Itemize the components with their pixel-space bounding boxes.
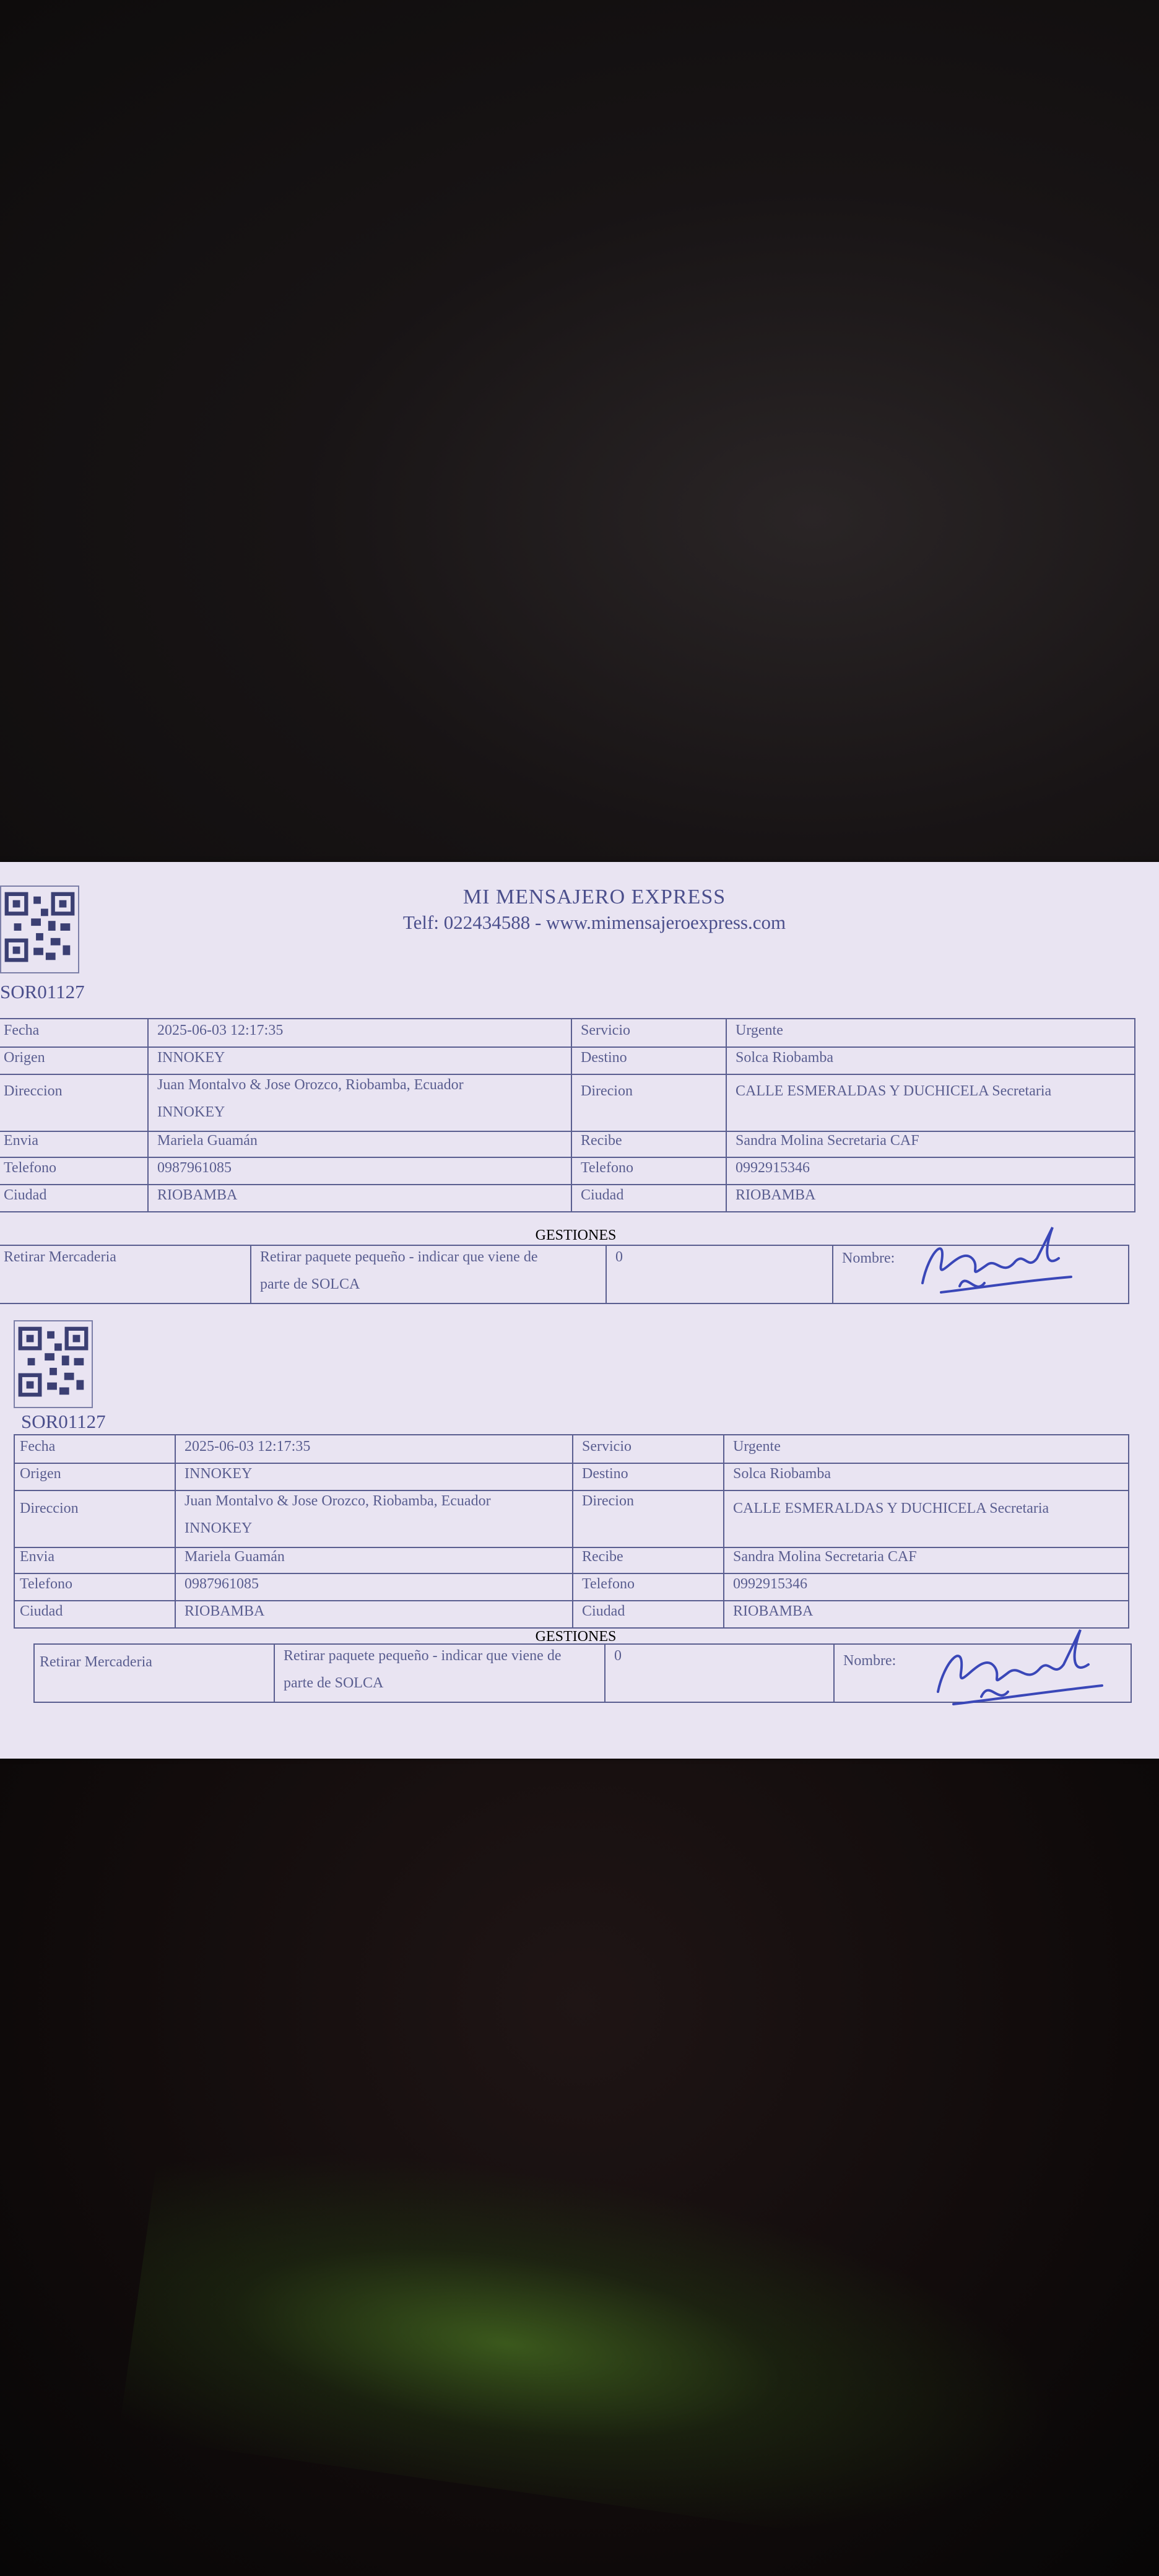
telefono-value: 0987961085 (184, 1576, 259, 1592)
gestiones-title: GESTIONES (535, 1629, 617, 1645)
envia-value: Mariela Guamán (157, 1133, 258, 1149)
receipt-table-contacts (0, 1129, 1135, 1212)
table-row (0, 1157, 1134, 1185)
ciudad2-label: Ciudad (582, 1603, 625, 1619)
telefono-label: Telefono (4, 1160, 56, 1176)
gestion-type: Retirar Mercaderia (40, 1654, 152, 1670)
table-row (15, 1573, 1128, 1601)
qr-code-icon (14, 1320, 93, 1408)
origen-value: INNOKEY (157, 1050, 225, 1066)
gestion-description-line2: parte de SOLCA (260, 1276, 360, 1292)
direcion-value: CALLE ESMERALDAS Y DUCHICELA Secretaria (733, 1500, 1049, 1516)
fecha-label: Fecha (20, 1438, 56, 1455)
direccion-value: Juan Montalvo & Jose Orozco, Riobamba, Ecuador (184, 1493, 491, 1509)
table-row (0, 1046, 1134, 1075)
envia-label: Envia (20, 1549, 54, 1565)
servicio-value: Urgente (736, 1022, 783, 1038)
table-row (15, 1435, 1128, 1464)
telefono2-value: 0992915346 (736, 1160, 810, 1176)
recibe-value: Sandra Molina Secretaria CAF (733, 1549, 917, 1565)
destino-label: Destino (582, 1466, 628, 1482)
gestion-type: Retirar Mercaderia (4, 1249, 116, 1265)
gestion-description: Retirar paquete pequeño - indicar que viene de (260, 1249, 538, 1265)
ciudad-label: Ciudad (4, 1187, 47, 1203)
ciudad2-value: RIOBAMBA (736, 1187, 816, 1203)
ciudad-value: RIOBAMBA (157, 1187, 238, 1203)
telefono-value: 0987961085 (157, 1160, 232, 1176)
recibe-label: Recibe (582, 1549, 623, 1565)
table-row (0, 1019, 1134, 1048)
table-row (15, 1546, 1128, 1574)
direccion-label: Direccion (20, 1500, 79, 1516)
origen-label: Origen (4, 1050, 45, 1066)
servicio-value: Urgente (733, 1438, 781, 1455)
table-row (15, 1490, 1128, 1548)
fecha-value: 2025-06-03 12:17:35 (184, 1438, 311, 1455)
direccion-value: Juan Montalvo & Jose Orozco, Riobamba, Ecuador (157, 1077, 464, 1093)
company-contact: Telf: 022434588 - www.mimensajeroexpress.com (402, 912, 786, 933)
origen-value: INNOKEY (184, 1466, 253, 1482)
telefono2-label: Telefono (581, 1160, 633, 1176)
qr-code-icon (0, 886, 79, 973)
direcion-value: CALLE ESMERALDAS Y DUCHICELA Secretaria (736, 1083, 1052, 1099)
destino-label: Destino (581, 1050, 627, 1066)
servicio-label: Servicio (582, 1438, 632, 1455)
tracking-code: SOR01127 (0, 981, 85, 1003)
telefono2-value: 0992915346 (733, 1576, 807, 1592)
origen-label: Origen (20, 1466, 61, 1482)
delivery-receipt-paper (0, 862, 1159, 1759)
gestion-value: 0 (615, 1249, 623, 1265)
telefono2-label: Telefono (582, 1576, 635, 1592)
gestiones-title: GESTIONES (535, 1227, 617, 1243)
direccion-value-line2: INNOKEY (157, 1104, 225, 1120)
receipt-table (14, 1434, 1129, 1548)
receipt-header (347, 886, 842, 934)
envia-value: Mariela Guamán (184, 1549, 285, 1565)
table-row (0, 1129, 1134, 1158)
recibe-label: Recibe (581, 1133, 622, 1149)
destino-value: Solca Riobamba (733, 1466, 831, 1482)
direcion-label: Direcion (581, 1083, 633, 1099)
company-name: MI MENSAJERO EXPRESS (462, 886, 726, 908)
fecha-label: Fecha (4, 1022, 40, 1038)
direcion-label: Direcion (582, 1493, 634, 1509)
destino-value: Solca Riobamba (736, 1050, 833, 1066)
nombre-label: Nombre: (843, 1653, 896, 1669)
ciudad-value: RIOBAMBA (184, 1603, 265, 1619)
telefono-label: Telefono (20, 1576, 72, 1592)
table-row (0, 1074, 1134, 1132)
tracking-code: SOR01127 (21, 1411, 106, 1432)
direccion-value-line2: INNOKEY (184, 1520, 253, 1536)
table-row (15, 1463, 1128, 1491)
receipt-table (0, 1018, 1135, 1132)
table-row (0, 1184, 1134, 1211)
nombre-label: Nombre: (842, 1250, 895, 1266)
direccion-label: Direccion (4, 1083, 63, 1099)
ciudad-label: Ciudad (20, 1603, 63, 1619)
recibe-value: Sandra Molina Secretaria CAF (736, 1133, 919, 1149)
gestion-description-line2: parte de SOLCA (284, 1675, 384, 1691)
dark-background-top (0, 0, 1159, 862)
gestion-value: 0 (614, 1648, 622, 1664)
handwritten-signature (922, 1611, 1108, 1717)
gestion-description: Retirar paquete pequeño - indicar que viene de (284, 1648, 562, 1664)
envia-label: Envia (4, 1133, 38, 1149)
servicio-label: Servicio (581, 1022, 630, 1038)
ciudad2-value: RIOBAMBA (733, 1603, 814, 1619)
fecha-value: 2025-06-03 12:17:35 (157, 1022, 284, 1038)
ciudad2-label: Ciudad (581, 1187, 624, 1203)
handwritten-signature (904, 1209, 1077, 1308)
